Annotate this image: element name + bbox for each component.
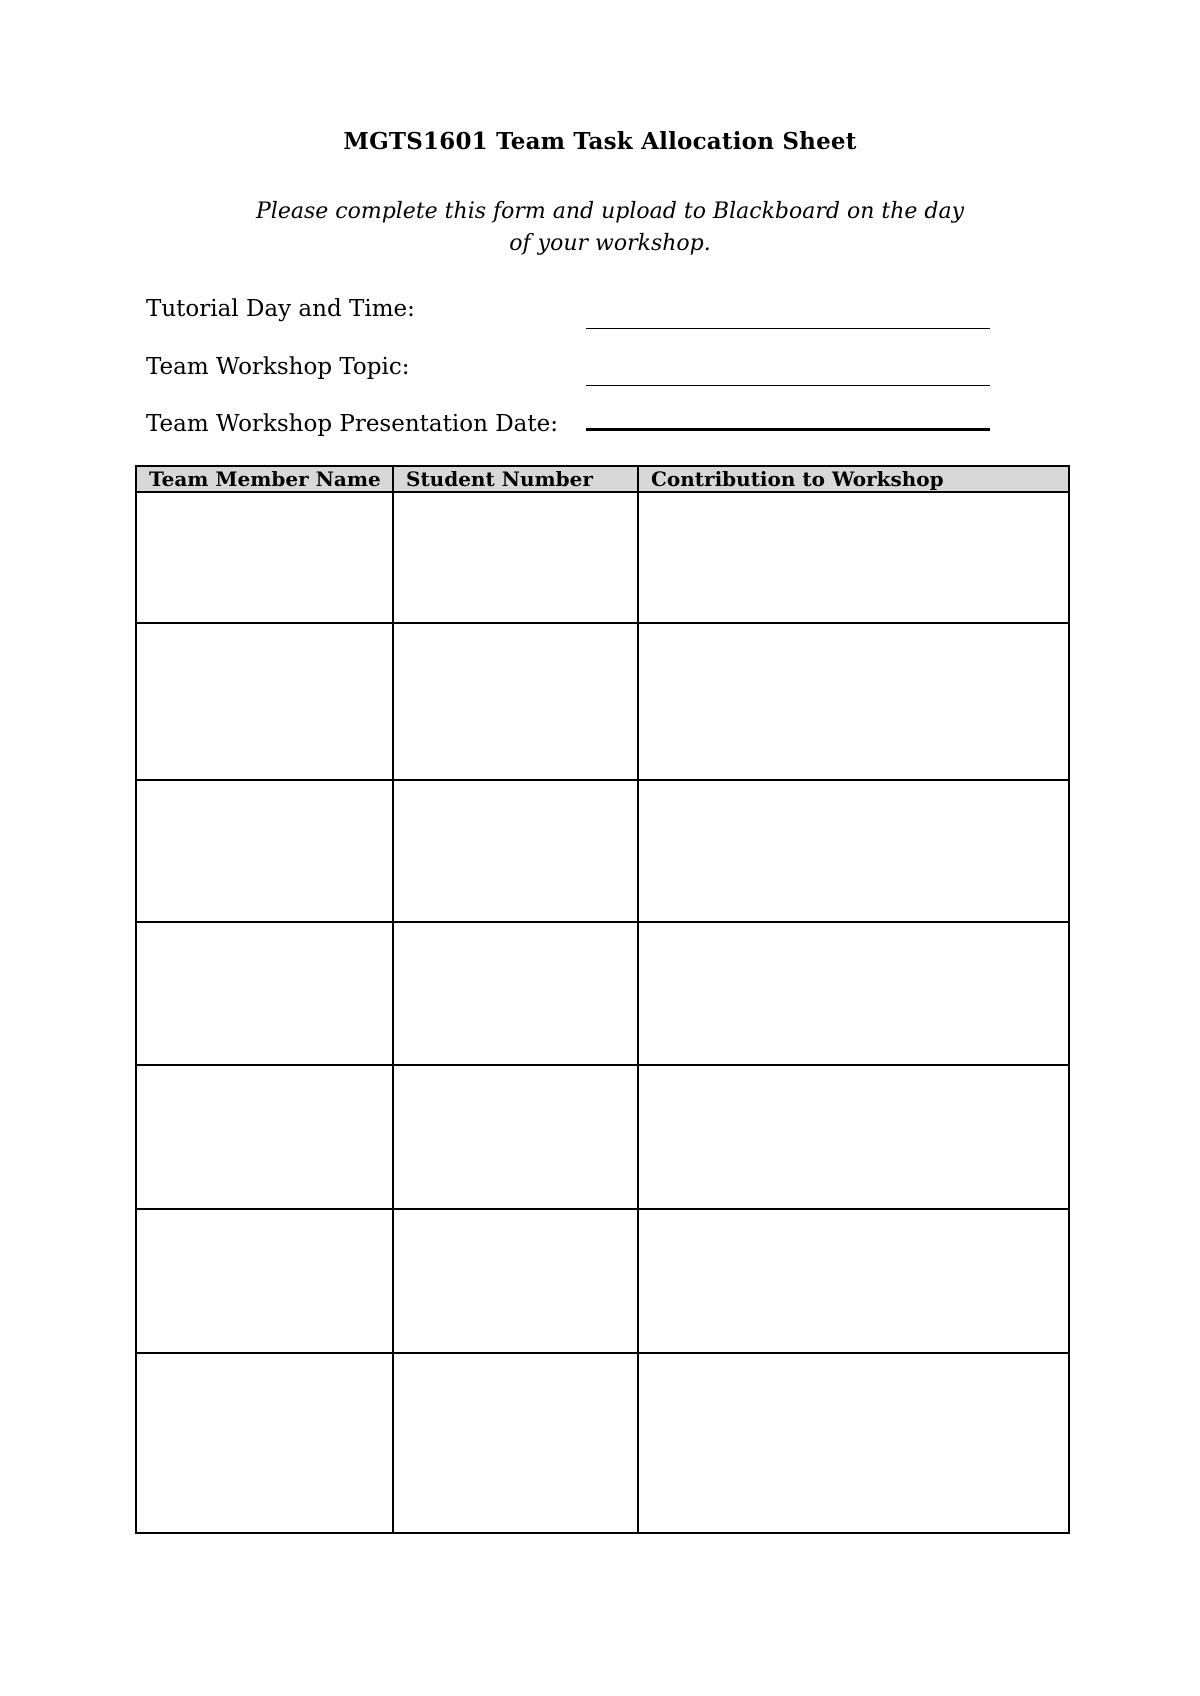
cell-contribution[interactable] (638, 922, 1069, 1065)
instructions (220, 196, 1000, 260)
table-row (136, 623, 1069, 780)
cell-team-member-name[interactable] (136, 492, 393, 623)
cell-contribution[interactable] (638, 780, 1069, 922)
field-workshop-topic (146, 354, 986, 394)
cell-student-number[interactable] (393, 1209, 638, 1353)
field-label-presentation-date: Team Workshop Presentation Date: (146, 411, 558, 437)
table-header-row (136, 466, 1069, 492)
tutorial-day-time-input-line[interactable] (586, 328, 990, 329)
task-allocation-table (135, 465, 1070, 1534)
table-row (136, 780, 1069, 922)
header-contribution: Contribution to Workshop (638, 466, 1069, 492)
page-title: MGTS1601 Team Task Allocation Sheet (343, 128, 857, 155)
cell-student-number[interactable] (393, 1065, 638, 1209)
header-team-member-name: Team Member Name (136, 466, 393, 492)
instruction-line-2: of your workshop. (509, 231, 711, 256)
cell-team-member-name[interactable] (136, 1065, 393, 1209)
cell-team-member-name[interactable] (136, 623, 393, 780)
cell-contribution[interactable] (638, 1065, 1069, 1209)
cell-team-member-name[interactable] (136, 922, 393, 1065)
cell-student-number[interactable] (393, 1353, 638, 1533)
table-row (136, 492, 1069, 623)
presentation-date-input-line[interactable] (586, 428, 990, 431)
field-tutorial-day-time (146, 296, 986, 336)
instruction-line-1: Please complete this form and upload to Blackboard on the day (255, 199, 965, 224)
workshop-topic-input-line[interactable] (586, 385, 990, 386)
cell-student-number[interactable] (393, 623, 638, 780)
field-label-tutorial: Tutorial Day and Time: (146, 296, 415, 322)
cell-contribution[interactable] (638, 1209, 1069, 1353)
table-row (136, 1353, 1069, 1533)
table-row (136, 922, 1069, 1065)
header-student-number: Student Number (393, 466, 638, 492)
field-presentation-date (146, 411, 986, 451)
table-row (136, 1209, 1069, 1353)
cell-contribution[interactable] (638, 1353, 1069, 1533)
cell-student-number[interactable] (393, 492, 638, 623)
cell-student-number[interactable] (393, 780, 638, 922)
cell-contribution[interactable] (638, 623, 1069, 780)
cell-contribution[interactable] (638, 492, 1069, 623)
cell-team-member-name[interactable] (136, 780, 393, 922)
cell-student-number[interactable] (393, 922, 638, 1065)
cell-team-member-name[interactable] (136, 1353, 393, 1533)
cell-team-member-name[interactable] (136, 1209, 393, 1353)
field-label-topic: Team Workshop Topic: (146, 354, 410, 380)
table-row (136, 1065, 1069, 1209)
